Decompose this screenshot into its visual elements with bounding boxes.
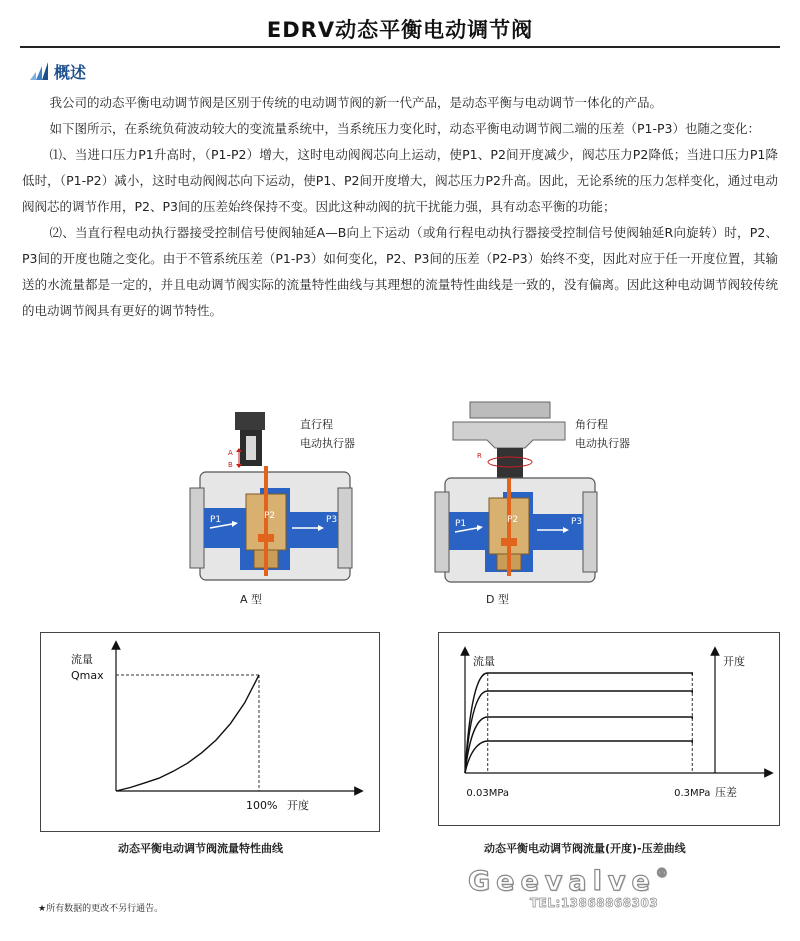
section-marker-icon: [30, 62, 48, 80]
brand-phone: TEL:13868868303: [530, 896, 659, 910]
x-axis-label: 压差: [715, 786, 737, 799]
valve-d-note-line2: 电动执行器: [575, 437, 630, 450]
brand-logo: Geevalve®: [468, 866, 674, 897]
y-axis-label-right: 开度: [723, 655, 745, 668]
valve-a-note-line2: 电动执行器: [300, 437, 355, 450]
valve-d-note: [575, 415, 630, 453]
title-divider: [20, 46, 780, 48]
x-tick-003: 0.03MPa: [466, 788, 510, 799]
valve-d-note-line1: 角行程: [575, 418, 608, 431]
label-p1: P1: [210, 515, 222, 525]
label-p1: P1: [455, 519, 467, 529]
page-title: EDRV动态平衡电动调节阀: [266, 18, 534, 42]
x-tick-03: 0.3MPa: [674, 788, 711, 799]
paragraph-1: 我公司的动态平衡电动调节阀是区别于传统的电动调节阀的新一代产品，是动态平衡与电动调节一体化的产品。: [49, 95, 663, 110]
flow-pressure-chart: [438, 632, 780, 826]
footnote: ★所有数据的更改不另行通告。: [38, 904, 164, 914]
flow-curve: [116, 675, 259, 791]
valve-d-caption: D 型: [486, 593, 509, 606]
label-p2: P2: [264, 511, 276, 521]
linear-actuator: [235, 412, 265, 430]
valve-a-caption: A 型: [240, 593, 263, 606]
flow-series-line-0: [465, 673, 692, 773]
flow-series-line-3: [465, 741, 692, 773]
valve-figures: [0, 400, 800, 615]
y-tick-qmax: Qmax: [71, 669, 104, 682]
flow-series-line-2: [465, 717, 692, 773]
label-b: B: [228, 461, 233, 469]
paragraph-3: ⑴、当进口压力P1升高时，（P1-P2）增大，这时电动阀阀芯向上运动，使P1、P2间开度减少，阀芯压力P2降低；当进口压力P1降低时，（P1-P2）减小，这时电动阀阀芯向下运动，使P1、P2间开度增大，阀芯压力P2升高。因此，无论系统的压力怎样变化，通过电动阀阀芯的调节作用，P2、P3间的压差始终保持不变。因此这种动阀的抗干扰能力强，具有动态平衡的功能；: [22, 147, 778, 214]
valve-a-note: [300, 415, 355, 453]
section-title: 概述: [54, 63, 87, 82]
flow-pressure-plot: [439, 633, 779, 825]
y-axis-label-left: 流量: [473, 655, 495, 668]
label-p3: P3: [571, 517, 583, 527]
valve-a-note-line1: 直行程: [300, 418, 333, 431]
label-p3: P3: [326, 515, 338, 525]
label-p2: P2: [507, 515, 519, 525]
intro-text: [22, 90, 778, 324]
x-tick-100: 100%: [246, 799, 278, 812]
flow-series-line-1: [465, 691, 692, 773]
flow-pressure-caption: 动态平衡电动调节阀流量(开度)-压差曲线: [484, 842, 686, 855]
paragraph-4: ⑵、当直行程电动执行器接受控制信号使阀轴延A—B向上下运动（或角行程电动执行器接受控制信号使阀轴延R向旋转）时，P2、P3间的开度也随之变化。由于不管系统压差（P1-P3）如何变化，P2、P3间的压差（P2-P3）始终不变，因此对应于任一开度位置，其输送的水流量都是一定的，并且电动调节阀实际的流量特性曲线与其理想的流量特性曲线是一致的，没有偏离。因此这种电动调节阀较传统的电动调节阀具有更好的调节特性。: [22, 225, 778, 318]
label-r: R: [477, 452, 482, 460]
rotary-actuator: [470, 402, 550, 418]
paragraph-2: 如下图所示，在系统负荷波动较大的变流量系统中，当系统压力变化时，动态平衡电动调节阀二端的压差（P1-P3）也随之变化：: [49, 121, 760, 136]
flow-characteristic-plot: [41, 633, 379, 831]
y-axis-label: 流量: [71, 653, 93, 666]
flow-characteristic-chart: [40, 632, 380, 832]
flow-chart-caption: 动态平衡电动调节阀流量特性曲线: [118, 842, 283, 855]
x-axis-label: 开度: [287, 799, 309, 812]
label-a: A: [228, 449, 233, 457]
